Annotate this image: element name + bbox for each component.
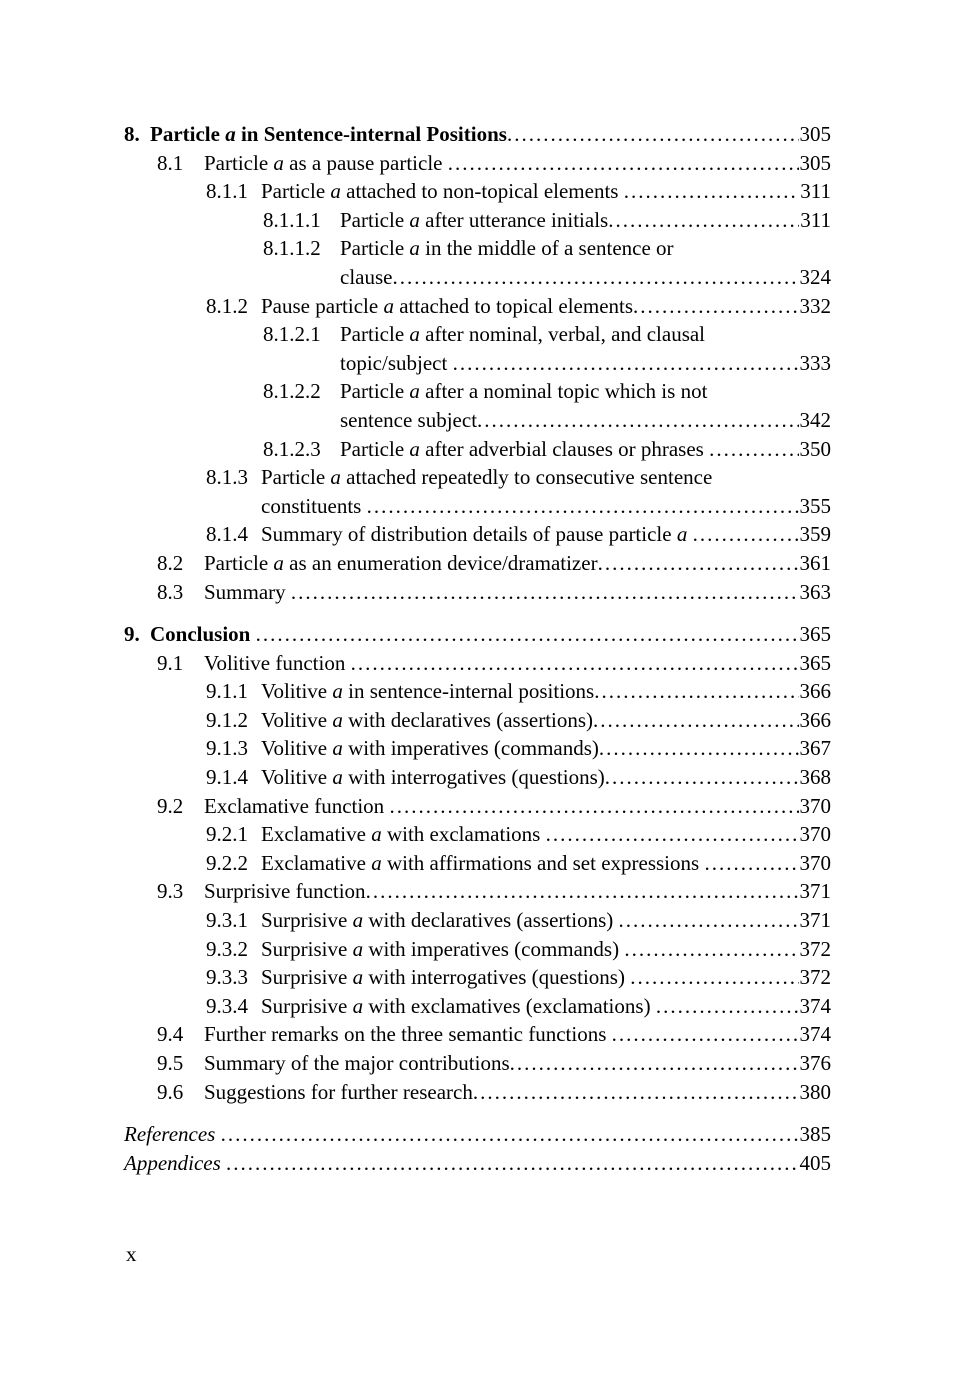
dot-leader xyxy=(612,1020,799,1049)
toc-entry-title: sentence subject xyxy=(340,407,478,432)
toc-entry-title: Suggestions for further research xyxy=(204,1079,473,1104)
toc-row xyxy=(206,849,831,878)
toc-entry-title: Surprisive a with exclamatives (exclamations) xyxy=(261,993,656,1018)
toc-entry-number: 8.1.2 xyxy=(206,293,248,318)
dot-leader xyxy=(598,549,799,578)
toc-entry xyxy=(124,1149,831,1178)
toc-row xyxy=(206,906,831,935)
toc-entry-number: 9. xyxy=(124,622,140,647)
toc-entry-title: Pause particle a attached to topical elements xyxy=(261,293,634,318)
toc-row xyxy=(124,1120,831,1149)
dot-leader xyxy=(448,149,799,178)
toc-entry-page: 305 xyxy=(799,150,831,175)
toc-entry-page: 366 xyxy=(799,679,831,704)
toc-entry xyxy=(124,649,831,678)
toc-entry-page: 370 xyxy=(799,793,831,818)
toc-entry xyxy=(124,963,831,992)
toc-entry-number: 9.3.2 xyxy=(206,936,248,961)
toc-entry xyxy=(124,177,831,206)
toc-entry-number: 9.2.1 xyxy=(206,822,248,847)
toc-row xyxy=(206,677,831,706)
toc-entry xyxy=(124,734,831,763)
toc-entry-title: Exclamative function xyxy=(204,793,390,818)
toc-entry-title: References xyxy=(124,1122,221,1147)
toc-row xyxy=(263,263,831,292)
toc-row xyxy=(206,520,831,549)
toc-entry-number: 9.1.4 xyxy=(206,765,248,790)
toc-entry-number: 8.1.3 xyxy=(206,465,248,490)
toc-entry-page: 374 xyxy=(799,1022,831,1047)
toc-entry-title: Particle a attached to non-topical elements xyxy=(261,179,624,204)
toc-entry xyxy=(124,935,831,964)
toc-entry-page: 385 xyxy=(799,1122,831,1147)
dot-leader xyxy=(624,935,798,964)
toc-entry-number: 8.1.1 xyxy=(206,179,248,204)
toc-entry-title: Particle a as an enumeration device/dramatizer xyxy=(204,550,598,575)
dot-leader xyxy=(392,263,798,292)
toc-entry-number: 9.2.2 xyxy=(206,850,248,875)
toc-entry-page: 376 xyxy=(799,1051,831,1075)
toc-entry-title: Appendices xyxy=(124,1150,227,1175)
toc-entry xyxy=(124,877,831,906)
toc-entry-number: 9.6 xyxy=(157,1079,184,1104)
dot-leader xyxy=(366,877,799,906)
dot-leader xyxy=(594,677,798,706)
toc-entry xyxy=(124,849,831,878)
toc-entry-page: 405 xyxy=(799,1150,831,1175)
toc-entry-number: 9.3.3 xyxy=(206,965,248,990)
toc-entry xyxy=(124,620,831,649)
toc-row xyxy=(157,1078,831,1107)
dot-leader xyxy=(507,120,799,149)
toc-entry-page: 359 xyxy=(799,522,831,547)
dot-leader xyxy=(630,963,798,992)
toc-entry-title: Particle a after adverbial clauses or phrases xyxy=(340,436,710,461)
toc-entry-title: Particle a after nominal, verbal, and clausal xyxy=(340,322,706,347)
dot-leader xyxy=(226,1149,798,1178)
dot-leader xyxy=(704,849,798,878)
dot-leader xyxy=(656,992,799,1021)
toc-entry-page: 363 xyxy=(799,579,831,604)
toc-entry-title: Particle a as a pause particle xyxy=(204,150,448,175)
toc-entry-page: 380 xyxy=(799,1079,831,1104)
toc-entry-page: 374 xyxy=(799,993,831,1018)
toc-row xyxy=(206,734,831,763)
toc-entry-page: 365 xyxy=(799,622,831,647)
toc-entry-title: Surprisive a with declaratives (assertions) xyxy=(261,908,619,933)
toc-entry-page: 333 xyxy=(799,350,831,375)
dot-leader xyxy=(605,763,799,792)
toc-entry-number: 8.3 xyxy=(157,579,184,604)
toc-entry-page: 371 xyxy=(799,879,831,904)
toc-entry-number: 9.1 xyxy=(157,650,184,675)
toc-row xyxy=(263,377,831,406)
toc-entry xyxy=(124,206,831,235)
toc-row xyxy=(206,820,831,849)
toc-entry xyxy=(124,677,831,706)
toc-row xyxy=(157,1049,831,1078)
toc-entry xyxy=(124,520,831,549)
toc-row xyxy=(157,792,831,821)
dot-leader xyxy=(367,492,799,521)
toc-row xyxy=(263,234,831,263)
toc-entry-title: clause xyxy=(340,264,393,289)
toc-entry-page: 371 xyxy=(799,908,831,933)
toc-entry xyxy=(124,706,831,735)
toc-entry-title: Surprisive function xyxy=(204,879,366,904)
toc-row xyxy=(206,706,831,735)
toc-row xyxy=(263,349,831,378)
toc-entry-title: Particle a after utterance initials xyxy=(340,207,609,232)
toc-entry-title: Summary of the major contributions xyxy=(204,1051,510,1075)
toc-entry xyxy=(124,1120,831,1149)
toc-row xyxy=(263,320,831,349)
toc-entry-page: 311 xyxy=(800,179,831,204)
toc-entry-number: 8.2 xyxy=(157,550,184,575)
toc-row xyxy=(157,877,831,906)
toc-entry-title: Volitive function xyxy=(204,650,351,675)
toc-entry-number: 8.1.2.2 xyxy=(263,379,321,404)
toc-entry-number: 9.4 xyxy=(157,1022,184,1047)
toc-row xyxy=(206,492,831,521)
toc-entry xyxy=(124,234,831,291)
dot-leader xyxy=(624,177,800,206)
toc-entry-title: Particle a attached repeatedly to consecutive sentence xyxy=(261,465,713,490)
toc-entry-title: Volitive a in sentence-internal positions xyxy=(261,679,595,704)
toc-row xyxy=(124,120,831,149)
toc-entry-number: 8.1.1.1 xyxy=(263,207,321,232)
toc-entry-page: 361 xyxy=(799,550,831,575)
dot-leader xyxy=(619,906,799,935)
toc-row xyxy=(206,177,831,206)
toc-entry xyxy=(124,320,831,377)
toc-entry-number: 9.1.3 xyxy=(206,736,248,761)
toc-entry xyxy=(124,1078,831,1107)
toc-row xyxy=(157,649,831,678)
toc-entry-title: Summary of distribution details of pause particle a xyxy=(261,522,688,547)
toc-entry-title: Volitive a with interrogatives (questions) xyxy=(261,765,605,790)
toc-entry-number: 8.1 xyxy=(157,150,184,175)
toc-row xyxy=(206,763,831,792)
toc-entry-page: 311 xyxy=(800,207,831,232)
toc-entry-number: 9.2 xyxy=(157,793,184,818)
toc-entry xyxy=(124,792,831,821)
dot-leader xyxy=(477,406,798,435)
toc-entry-number: 9.3.4 xyxy=(206,993,248,1018)
toc-entry-title: Volitive a with imperatives (commands) xyxy=(261,736,599,761)
dot-leader xyxy=(291,578,799,607)
toc-entry xyxy=(124,149,831,178)
toc-entry-title: Surprisive a with interrogatives (questions) xyxy=(261,965,631,990)
toc-entry-title: Particle a in Sentence-internal Positions xyxy=(150,122,507,146)
dot-leader xyxy=(593,706,798,735)
toc-entry xyxy=(124,578,831,607)
toc-entry xyxy=(124,763,831,792)
toc-entry-page: 370 xyxy=(799,850,831,875)
toc-entry-page: 332 xyxy=(799,293,831,318)
toc-entry xyxy=(124,549,831,578)
toc-row xyxy=(206,963,831,992)
toc-entry-title: topic/subject xyxy=(340,350,453,375)
toc-entry xyxy=(124,1049,831,1078)
dot-leader xyxy=(389,792,798,821)
toc-entry-title: Exclamative a with exclamations xyxy=(261,822,546,847)
toc-entry-page: 367 xyxy=(799,736,831,761)
toc-row xyxy=(206,292,831,321)
toc-entry-number: 9.1.1 xyxy=(206,679,248,704)
toc-row xyxy=(157,578,831,607)
toc-row xyxy=(263,406,831,435)
toc-entry xyxy=(124,435,831,464)
dot-leader xyxy=(473,1078,799,1107)
toc-entry-title: Further remarks on the three semantic functions xyxy=(204,1022,612,1047)
toc-entry-number: 9.5 xyxy=(157,1051,184,1075)
dot-leader xyxy=(256,620,799,649)
toc-entry-number: 9.3 xyxy=(157,879,184,904)
toc-entry-page: 355 xyxy=(799,493,831,518)
dot-leader xyxy=(510,1049,799,1078)
toc-entry-title: Conclusion xyxy=(150,622,256,647)
dot-leader xyxy=(599,734,799,763)
toc-entry xyxy=(124,292,831,321)
toc-entry xyxy=(124,992,831,1021)
toc-entry xyxy=(124,463,831,520)
dot-leader xyxy=(608,206,799,235)
toc-entry xyxy=(124,1020,831,1049)
page-footer-number: x xyxy=(126,1242,137,1266)
toc-entry-title: Volitive a with declaratives (assertions) xyxy=(261,707,594,732)
dot-leader xyxy=(709,435,798,464)
table-of-contents xyxy=(124,120,831,1177)
toc-entry-page: 324 xyxy=(799,264,831,289)
dot-leader xyxy=(221,1120,799,1149)
dot-leader xyxy=(351,649,799,678)
toc-entry-page: 366 xyxy=(799,707,831,732)
toc-entry-number: 8.1.1.2 xyxy=(263,236,321,261)
toc-entry-number: 9.1.2 xyxy=(206,707,248,732)
toc-entry xyxy=(124,120,831,149)
toc-row xyxy=(263,206,831,235)
toc-entry-title: Surprisive a with imperatives (commands) xyxy=(261,936,625,961)
toc-entry-page: 365 xyxy=(799,650,831,675)
toc-row xyxy=(124,1149,831,1178)
toc-entry-number: 9.3.1 xyxy=(206,908,248,933)
toc-entry xyxy=(124,377,831,434)
dot-leader xyxy=(633,292,798,321)
toc-entry-page: 368 xyxy=(799,765,831,790)
dot-leader xyxy=(546,820,799,849)
dot-leader xyxy=(693,520,799,549)
toc-row xyxy=(206,463,831,492)
toc-entry-number: 8. xyxy=(124,122,140,146)
toc-entry-number: 8.1.4 xyxy=(206,522,248,547)
toc-row xyxy=(206,992,831,1021)
toc-entry-page: 370 xyxy=(799,822,831,847)
dot-leader xyxy=(453,349,799,378)
toc-entry-title: constituents xyxy=(261,493,367,518)
toc-entry xyxy=(124,820,831,849)
toc-entry-page: 372 xyxy=(799,965,831,990)
toc-entry-title: Particle a in the middle of a sentence or xyxy=(340,236,674,261)
toc-entry-page: 305 xyxy=(799,122,831,146)
toc-entry-title: Summary xyxy=(204,579,291,604)
toc-entry-number: 8.1.2.1 xyxy=(263,322,321,347)
toc-row xyxy=(157,149,831,178)
toc-entry-number: 8.1.2.3 xyxy=(263,436,321,461)
toc-row xyxy=(124,620,831,649)
toc-entry-page: 342 xyxy=(799,407,831,432)
toc-row xyxy=(263,435,831,464)
toc-entry xyxy=(124,906,831,935)
toc-entry-page: 372 xyxy=(799,936,831,961)
toc-entry-page: 350 xyxy=(799,436,831,461)
toc-row xyxy=(157,549,831,578)
toc-entry-title: Exclamative a with affirmations and set expressions xyxy=(261,850,705,875)
toc-entry-title: Particle a after a nominal topic which is not xyxy=(340,379,708,404)
toc-row xyxy=(206,935,831,964)
toc-row xyxy=(157,1020,831,1049)
